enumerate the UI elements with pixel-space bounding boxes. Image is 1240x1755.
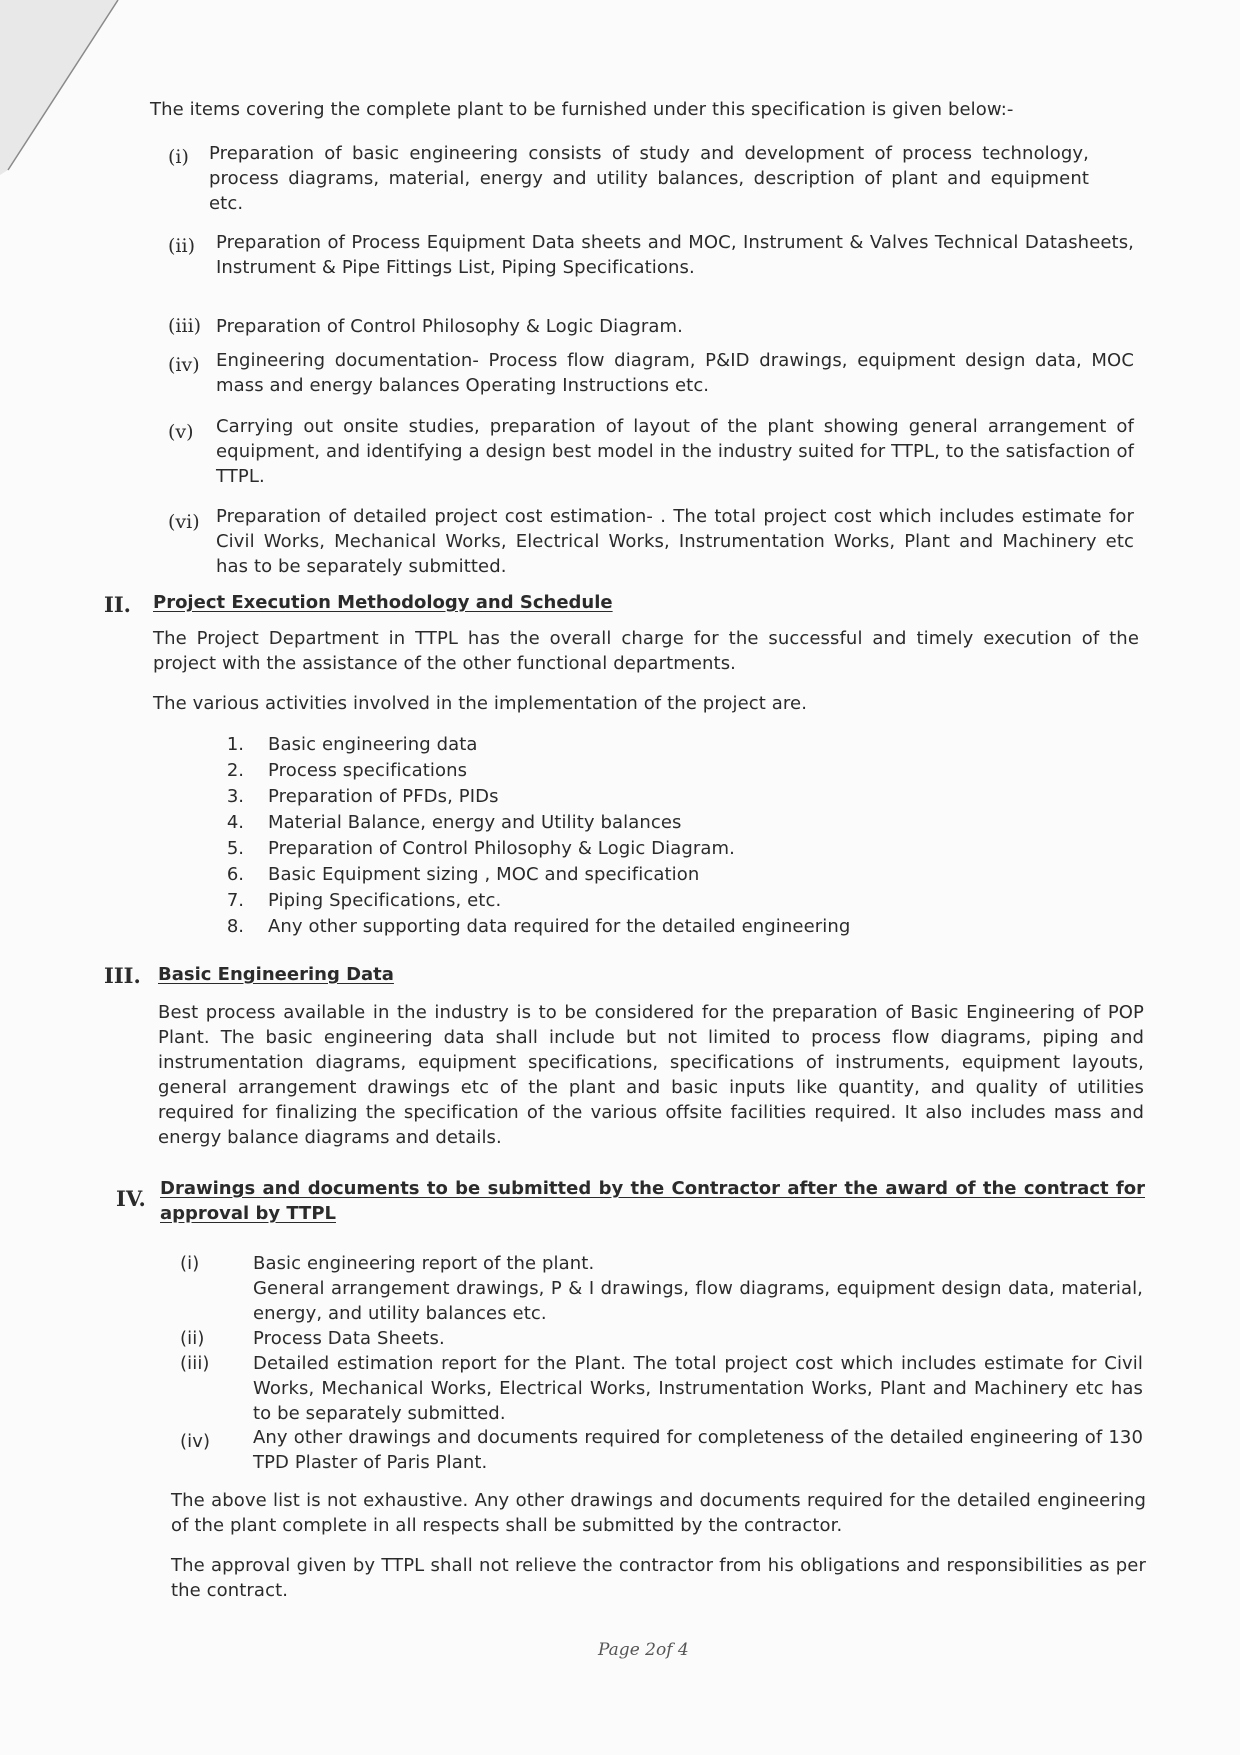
scope-item: Carrying out onsite studies, preparation of layout of the plant showing general arrangement of equipment, and identifying a design best model in the industry suited for TTPL, to the satisfaction of TTPL. [216,416,1134,487]
list-number: 6. [226,864,244,885]
list-number: 3. [226,786,244,807]
section-title: Project Execution Methodology and Schedule [153,592,613,613]
list-number: 7. [226,890,244,911]
section-paragraph: The Project Department in TTPL has the overall charge for the successful and timely execution of the project with the assistance of the other functional departments. [153,628,1139,674]
list-number: 5. [226,838,244,859]
doc-item: Basic engineering report of the plant. [253,1253,595,1274]
doc-item-detail: General arrangement drawings, P & I drawings, flow diagrams, equipment design data, material, energy, and utility balances etc. [253,1278,1143,1324]
section-paragraph: The approval given by TTPL shall not relieve the contractor from his obligations and responsibilities as per the contract. [171,1555,1146,1601]
section-title: Drawings and documents to be submitted by the Contractor after the award of the contract for approval by TTPL [160,1178,1145,1224]
list-number: 1. [226,734,244,755]
doc-marker: (ii) [180,1328,205,1349]
list-item: Basic Equipment sizing , MOC and specification [268,864,700,885]
doc-item: Detailed estimation report for the Plant. The total project cost which includes estimate for Civil Works, Mechanical Works, Electrical Works, Instrumentation Works, Plant and Machinery etc has to be separately submitted. [253,1353,1143,1424]
scope-marker: (iv) [168,354,200,376]
section-number: II. [104,592,131,617]
scope-marker: (i) [168,146,189,168]
scope-marker: (vi) [168,511,200,533]
intro-text: The items covering the complete plant to be furnished under this specification is given below:- [150,99,1014,120]
list-item: Preparation of PFDs, PIDs [268,786,499,807]
doc-marker: (iii) [180,1353,210,1374]
section-title: Basic Engineering Data [158,964,394,985]
doc-marker: (i) [180,1253,200,1274]
doc-marker: (iv) [180,1431,211,1452]
scope-item: Preparation of Control Philosophy & Logic Diagram. [216,316,683,337]
section-paragraph: Best process available in the industry is to be considered for the preparation of Basic Engineering of POP Plant. The basic engineering data shall include but not limited to process flow diagrams, piping and instrumentation diagrams, equipment specifications, specifications of instruments, equipment layouts, general arrangement drawings etc of the plant and basic inputs like quantity, and quality of utilities required for finalizing the specification of the various offsite facilities required. It also includes mass and energy balance diagrams and details. [158,1002,1144,1148]
list-number: 4. [226,812,244,833]
scope-marker: (v) [168,421,194,443]
section-number: IV. [116,1186,146,1211]
section-number: III. [104,963,141,988]
scope-item: Preparation of detailed project cost estimation- . The total project cost which includes estimate for Civil Works, Mechanical Works, Electrical Works, Instrumentation Works, Plant and Machinery etc has to be separately submitted. [216,506,1134,577]
scope-item: Preparation of Process Equipment Data sheets and MOC, Instrument & Valves Technical Datasheets, Instrument & Pipe Fittings List, Piping Specifications. [216,232,1134,278]
section-paragraph: The various activities involved in the implementation of the project are. [153,693,808,714]
scope-item: Preparation of basic engineering consists of study and development of process technology, process diagrams, material, energy and utility balances, description of plant and equipment etc. [209,143,1089,214]
doc-item: Process Data Sheets. [253,1328,445,1349]
list-number: 8. [226,916,244,937]
doc-item: Any other drawings and documents required for completeness of the detailed engineering of 130 TPD Plaster of Paris Plant. [253,1427,1143,1473]
list-item: Preparation of Control Philosophy & Logic Diagram. [268,838,735,859]
scope-marker: (iii) [168,315,202,337]
list-item: Process specifications [268,760,468,781]
list-item: Any other supporting data required for the detailed engineering [268,916,851,937]
page-fold-mark [0,0,130,180]
section-paragraph: The above list is not exhaustive. Any other drawings and documents required for the detailed engineering of the plant complete in all respects shall be submitted by the contractor. [171,1490,1146,1536]
list-number: 2. [226,760,244,781]
scope-marker: (ii) [168,235,195,257]
list-item: Basic engineering data [268,734,478,755]
page-number: Page 2of 4 [598,1640,689,1660]
list-item: Piping Specifications, etc. [268,890,502,911]
list-item: Material Balance, energy and Utility balances [268,812,682,833]
scope-item: Engineering documentation- Process flow diagram, P&ID drawings, equipment design data, MOC mass and energy balances Operating Instructions etc. [216,350,1134,396]
